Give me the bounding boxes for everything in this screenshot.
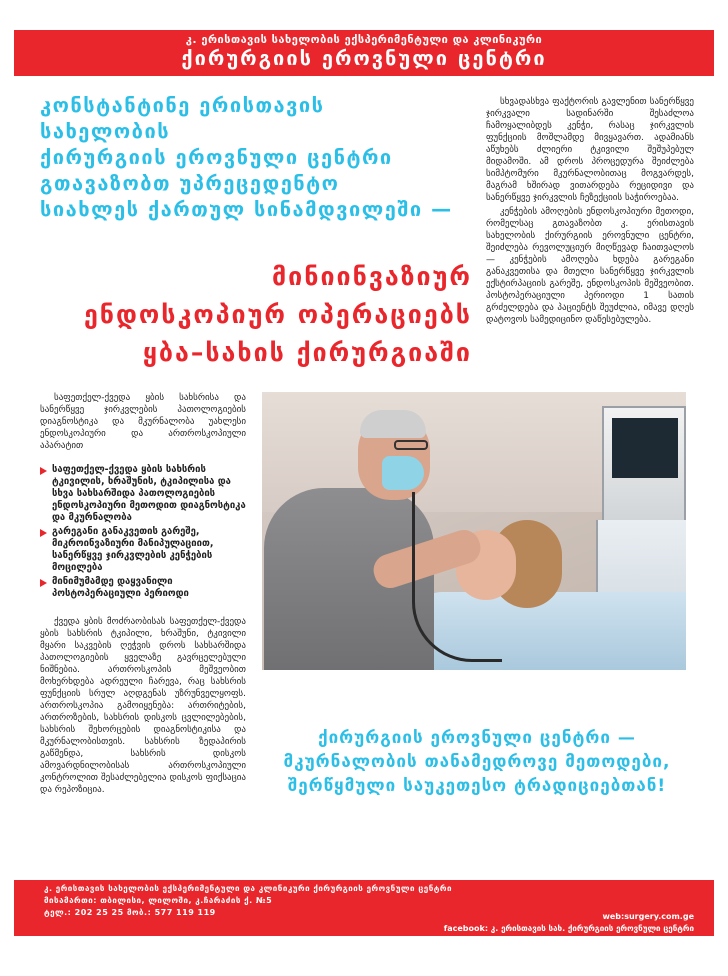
footer-organization: კ. ერისთავის სახელობის ექსპერიმენტული და კლინიკური ქირურგიის ეროვნული ცენტრი	[44, 884, 452, 893]
headline-main-line: ყბა–სახის ქირურგიაში	[142, 338, 472, 367]
triangle-bullet-icon	[40, 467, 47, 475]
article-right-column	[486, 96, 694, 328]
doctor-glasses	[394, 440, 428, 450]
footer-website: web:surgery.com.ge	[602, 912, 694, 921]
article-paragraph: კენჭების ამოღების ენდოსკოპიური მეთოდი, რომელსაც გთავაზობთ კ. ერისთავის სახელობის ქირურგიის ეროვნული ცენტრი, შეიძლება რევოლუციურ მიღწევად ჩაითვალოს — კენჭების ამოღება ხდება გარეგანი განაკვეთისა და მთელი სანერწყვე ჯირკვლის ექსტირპაციის გარეშე, ენდოსკოპის მეშვეობით. პოსტოპერაციული პერიოდი 1 სათის გრძელდება და პაციენტს შეუძლია, იმავე დღეს დატოვოს სამედიცინო დაწესებულება.	[486, 207, 694, 325]
article-left-column	[40, 392, 246, 796]
triangle-bullet-icon	[40, 529, 47, 537]
headline-intro-line: სახელობის	[40, 119, 171, 143]
headline-intro-line: გთავაზობთ უპრეცედენტო	[40, 171, 340, 195]
footer-band	[14, 880, 714, 936]
footer-address: მისამართი: თბილისი, ლილოში, კ.ჩარაძის ქ. №5	[44, 896, 273, 905]
headline-intro-line: სიახლეს ქართულ სინამდვილეში —	[40, 197, 453, 221]
headline-intro-line: ქირურგიის ეროვნული ცენტრი	[40, 145, 393, 169]
endoscopy-monitor	[602, 406, 686, 530]
headline-main-line: მინიინვაზიურ	[271, 262, 472, 291]
list-item-text: საფეთქელ-ქვედა ყბის სახსრის ტკივილის, ხრაშუნის, ტკიპილისა და სხვა სახსარშიდა პათოლოგიების ენდოსკოპიური მეთოდით დიაგნოსტიკა და მკურნალობა	[52, 464, 246, 523]
list-item-text: გარეგანი განაკვეთის გარეშე, მიკროინვაზიური მანიპულაციით, სანერწყვე ჯირკვლების კენჭების მოცილება	[52, 526, 214, 573]
header-band	[14, 30, 714, 76]
list-item	[40, 526, 246, 574]
surgical-mask	[382, 456, 424, 490]
headline-main-line: ენდოსკოპიურ ოპერაციებს	[83, 300, 472, 329]
footer-facebook: facebook: კ. ერისთავის სახ. ქირურგიის ეროვნული ცენტრი	[443, 924, 694, 933]
monitor-screen	[612, 418, 678, 478]
header-title: ქირურგიის ეროვნული ცენტრი	[181, 46, 547, 70]
doctor-hair	[360, 410, 426, 438]
body-paragraph: ქვედა ყბის მოძრაობისას საფეთქელ-ქვედა ყბის სახსრის ტკიპილი, ხრაშუნი, ტკივილი მყარი საკვების ღეჭვის დროს სახსარშიდა პათოლოგიების ყველაზე გავრცელებული ნიშნებია. ართროსკოპის მეშვეობით მოხერხდება ადრეული ჩარევა, რაც სახსრის ფუნქციის სრულ აღდგენას უზრუნველყოფს. ართროსკოპია გამოიყენება: ართრიტების, ართროზების, სახსრის დისკოს ცვლილებების, სახსრის შეხორცების დიაგნოსტიკისა და მკურნალობისთვის. სახსრის ზედაპირის გაწმენდა, სახსრის დისკოს ამოვარდნილობისას ართროსკოპიული კონტროლით შესაძლებელია დისკოს ფიქსაცია და რეპოზიცია.	[40, 617, 246, 795]
footer-phone: ტელ.: 202 25 25 მობ.: 577 119 119	[44, 908, 216, 917]
list-item	[40, 464, 246, 524]
triangle-bullet-icon	[40, 579, 47, 587]
header-line1: კ. ერისთავის სახელობის ექსპერიმენტული და კლინიკური	[185, 33, 543, 46]
headline-main	[36, 258, 472, 372]
procedure-photo	[262, 392, 686, 670]
article-paragraph: სხვადასხვა ფაქტორის გავლენით სანერწყვე ჯირკვალი სადინარში შესაძლოა ჩამოყალიბდეს კენჭი, რასაც ჯირკვლის ფუნქციის მოშლამდე მივყავართ. ადამიანს აწუხებს ძლიერი ტკივილი შეშუპებულ მიდამოში. ამ დროს პროცედურა შეიძლება სიმპტომური მკურნალობითაც მოგვარდეს, მაგრამ ხშირად ვითარდება რეციდივი და სანერწყვე ჯირკვლის ჩეზექციის საჭიროებაა.	[486, 97, 694, 203]
services-list	[40, 464, 246, 600]
endoscope-cable	[412, 492, 502, 662]
list-item-text: მინიმუმამდე დაყვანილი პოსტოპერაციული პერიოდი	[52, 576, 189, 599]
slogan-line: შერწყმული საუკეთესო ტრადიციებთან!	[287, 776, 667, 796]
headline-intro-line: კონსტანტინე ერისთავის	[40, 93, 325, 117]
slogan-line: ქირურგიის ეროვნული ცენტრი —	[318, 728, 636, 748]
slogan	[262, 726, 692, 798]
list-item	[40, 576, 246, 600]
headline-intro	[40, 92, 470, 222]
intro-paragraph: საფეთქელ-ქვედა ყბის სახსრისა და სანერწყვე ჯირკვლების პათოლოგიების დიაგნოსტიკა და მკურნალობა უახლესი ენდოსკოპიური და ართროსკოპიული აპარატით	[40, 393, 246, 451]
slogan-line: მკურნალობის თანამედროვე მეთოდები,	[283, 752, 671, 772]
